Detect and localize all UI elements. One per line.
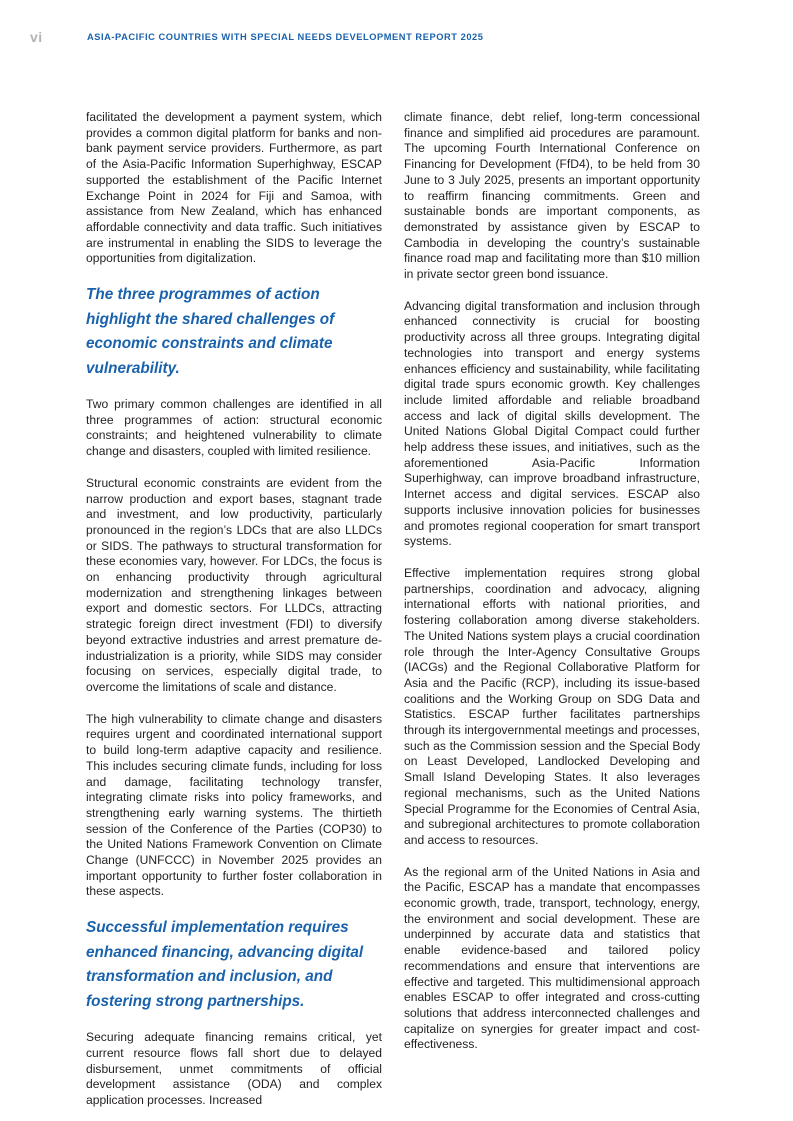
page-header <box>0 26 793 50</box>
body-paragraph: Two primary common challenges are identified in all three programmes of action: structural economic constraints; and heightened vulnerability to climate change and disasters, coupled with limited resilience. <box>86 397 382 459</box>
body-paragraph: The high vulnerability to climate change and disasters requires urgent and coordinated international support to build long-term adaptive capacity and resilience. This includes securing climate funds, including for loss and damage, facilitating technology transfer, integrating climate risks into policy frameworks, and strengthening early warning systems. The thirtieth session of the Conference of the Parties (COP30) to the United Nations Framework Convention on Climate Change (UNFCCC) in November 2025 provides an important opportunity to further foster collaboration in these aspects. <box>86 711 382 899</box>
body-paragraph: climate finance, debt relief, long-term concessional finance and simplified aid procedures are paramount. The upcoming Fourth International Conference on Financing for Development (FfD4), to be held from 30 June to 3 July 2025, presents an important opportunity to reaffirm financing commitments. Green and sustainable bonds are important components, as demonstrated by assistance given by ESCAP to Cambodia in developing the country’s sustainable finance road map and facilitating more than $10 million in private sector green bond issuance. <box>404 110 700 282</box>
report-title: ASIA-PACIFIC COUNTRIES WITH SPECIAL NEEDS DEVELOPMENT REPORT 2025 <box>87 32 484 42</box>
content-columns <box>86 110 700 1121</box>
body-paragraph: Securing adequate financing remains critical, yet current resource flows fall short due to delayed disbursement, unmet commitments of official development assistance (ODA) and complex application processes. Increased <box>86 1030 382 1107</box>
section-heading: Successful implementation requires enhanced financing, advancing digital transformation and inclusion, and fostering strong partnerships. <box>86 919 364 1010</box>
body-paragraph: Advancing digital transformation and inclusion through enhanced connectivity is crucial for boosting productivity across all three groups. Integrating digital technologies into transport and energy systems enhances efficiency and sustainability, while facilitating digital trade spurs economic growth. Key challenges include limited affordable and reliable broadband access and lack of digital skills development. The United Nations Global Digital Compact could further help address these issues, and initiatives, such as the aforementioned Asia-Pacific Information Superhighway, can improve broadband infrastructure, Internet access and digital services. ESCAP also supports inclusive innovation policies for businesses and promotes regional cooperation for smart transport systems. <box>404 298 700 549</box>
page-number: vi <box>30 29 43 45</box>
section-heading: The three programmes of action highlight the shared challenges of economic constraints and climate vulnerability. <box>86 286 335 377</box>
body-paragraph: As the regional arm of the United Nations in Asia and the Pacific, ESCAP has a mandate that encompasses economic growth, trade, transport, technology, energy, the environment and social development. These are underpinned by accurate data and statistics that enable evidence-based and tailored policy recommendations and ensure that interventions are effective and targeted. This multidimensional approach enables ESCAP to offer integrated and cross-cutting solutions that address interconnected challenges and capitalize on synergies for greater impact and cost-effectiveness. <box>404 864 700 1052</box>
body-paragraph: Effective implementation requires strong global partnerships, coordination and advocacy, aligning international efforts with national priorities, and fostering collaboration among diverse stakeholders. The United Nations system plays a crucial coordination role through the Inter-Agency Consultative Groups (IACGs) and the Regional Collaborative Platform for Asia and the Pacific (RCP), including its issue-based coalitions and the Working Group on SDG Data and Statistics. ESCAP further facilitates partnerships through its intergovernmental meetings and processes, such as the Commission session and the Special Body on Least Developed, Landlocked Developing and Small Island Developing States. It also leverages regional mechanisms, such as the United Nations Special Programme for the Economies of Central Asia, and subregional architectures to promote collaboration and access to resources. <box>404 565 700 847</box>
body-paragraph: facilitated the development a payment system, which provides a common digital platform for banks and non-bank payment service providers. Furthermore, as part of the Asia-Pacific Information Superhighway, ESCAP supported the establishment of the Pacific Internet Exchange Point in 2024 for Fiji and Samoa, with assistance from New Zealand, which has enhanced affordable connectivity and data traffic. Such initiatives are instrumental in enabling the SIDS to leverage the opportunities from digitalization. <box>86 110 382 266</box>
body-paragraph: Structural economic constraints are evident from the narrow production and export bases, stagnant trade and investment, and low productivity, particularly pronounced in the region’s LDCs that are also LLDCs or SIDS. The pathways to structural transformation for these economies vary, however. For LDCs, the focus is on enhancing productivity through agricultural modernization and strengthening linkages between export and domestic sectors. For LLDCs, attracting strategic foreign direct investment (FDI) to diversify beyond extractive industries and arrest premature de-industrialization is a priority, while SIDS may consider focusing on services, especially digital trade, to overcome the limitations of scale and distance. <box>86 475 382 694</box>
right-column <box>404 110 700 1121</box>
left-column <box>86 110 382 1121</box>
